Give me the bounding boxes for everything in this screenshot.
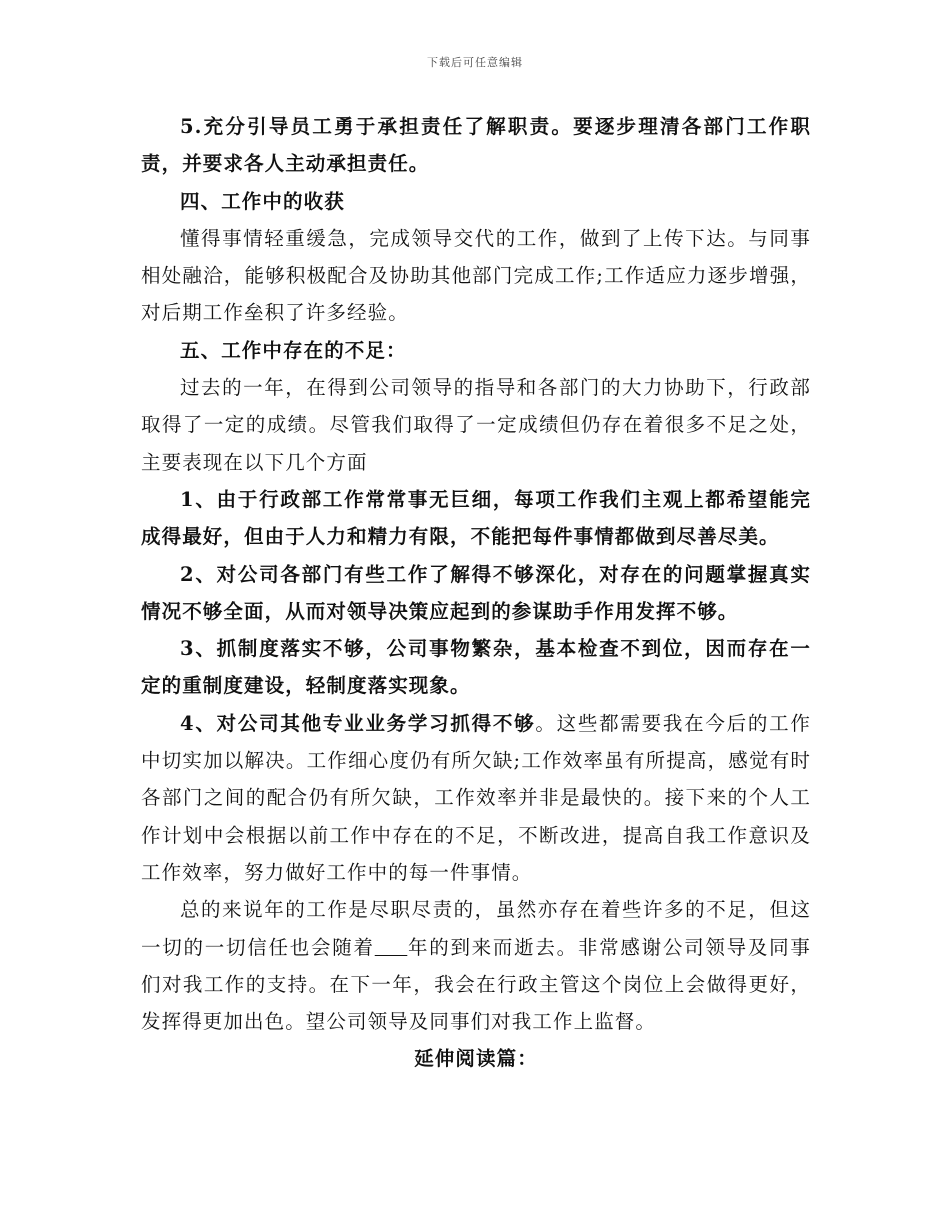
shortcoming-item-2: 2、对公司各部门有些工作了解得不够深化，对存在的问题掌握真实情况不够全面，从而对领导决策应起到的参谋助手作用发挥不够。 xyxy=(141,562,811,623)
paragraph-item-5: 5.充分引导员工勇于承担责任了解职责。要逐步理清各部门工作职责，并要求各人主动承担责任。 xyxy=(141,115,811,176)
paragraph-shortcomings-intro: 过去的一年，在得到公司领导的指导和各部门的大力协助下，行政部取得了一定的成绩。尽管我们取得了一定成绩但仍存在着很多不足之处，主要表现在以下几个方面 xyxy=(141,376,811,474)
summary-blank: ___ xyxy=(374,935,408,959)
summary-text-before: 总的来说年的工作是尽职尽责的，虽然亦存在着些许多的不足，但这一切的一切信任也会随着 xyxy=(141,898,811,959)
summary-text-after: 年的到来而逝去。非常感谢公司领导及同事们对我工作的支持。在下一年，我会在行政主管这个岗位上会做得更好，发挥得更加出色。望公司领导及同事们对我工作上监督。 xyxy=(141,935,811,1034)
shortcoming-item-4-bold: 4、对公司其他专业业务学习抓得不够 xyxy=(180,711,536,735)
shortcoming-item-4-rest: 。这些都需要我在今后的工作中切实加以解决。工作细心度仍有所欠缺;工作效率虽有所提高，感觉有时各部门之间的配合仍有所欠缺，工作效率并非是最快的。接下来的个人工作计划中会根据以前工作中存在的不足，不断改进，提高自我工作意识及工作效率，努力做好工作中的每一件事情。 xyxy=(141,711,811,884)
paragraph-gains: 懂得事情轻重缓急，完成领导交代的工作，做到了上传下达。与同事相处融洽，能够积极配合及协助其他部门完成工作;工作适应力逐步增强，对后期工作垒积了许多经验。 xyxy=(141,226,811,325)
shortcoming-item-4 xyxy=(141,705,811,891)
document-body xyxy=(141,108,811,1078)
section-heading-shortcomings: 五、工作中存在的不足： xyxy=(180,338,407,362)
extended-reading-heading: 延伸阅读篇： xyxy=(414,1047,538,1071)
header-note: 下载后可任意编辑 xyxy=(427,56,523,69)
section-heading-gains: 四、工作中的收获 xyxy=(180,189,345,213)
shortcoming-item-3: 3、抓制度落实不够，公司事物繁杂，基本检查不到位，因而存在一定的重制度建设，轻制度落实现象。 xyxy=(141,637,811,698)
paragraph-summary xyxy=(141,891,811,1040)
shortcoming-item-1: 1、由于行政部工作常常事无巨细，每项工作我们主观上都希望能完成得最好，但由于人力和精力有限，不能把每件事情都做到尽善尽美。 xyxy=(141,487,811,549)
